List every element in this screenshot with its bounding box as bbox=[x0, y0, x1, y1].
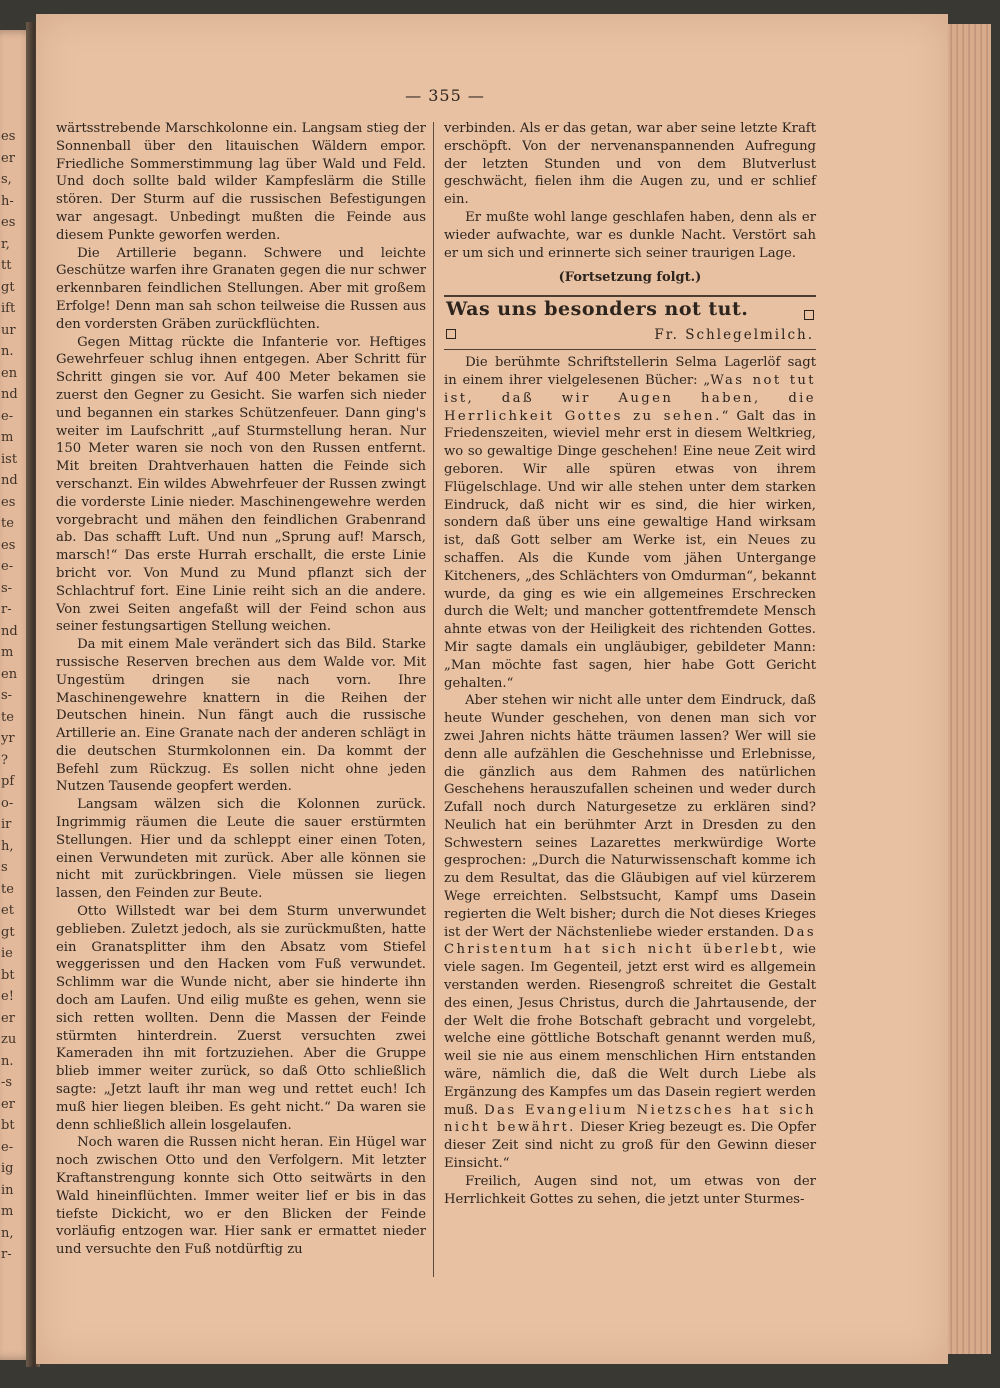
edge-text-fragment: er bbox=[1, 150, 15, 166]
article-header bbox=[444, 298, 816, 327]
text-run: “ Galt das in Friedenszeiten, wieviel mehr erst in diesem Weltkrieg, wo so gewaltige Dinge geschehen! Eine neue Zeit wird geboren. Wir alle spüren etwas von ihrem Flügelschlage. Und wir alle stehen unter dem starken Eindruck, daß nicht wir es sind, die hier wirken, sondern daß über uns eine gewaltige Hand wirksam ist, daß Gott selber am Werke ist, ein Neues zu schaffen. Als die Kunde vom jähen Untergange Kitcheners, „des Schlächters von Omdurman“, bekannt wurde, da ging es wie ein allgemeines Erschrecken durch die Welt; und mancher gottentfremdete Mensch ahnte etwas von der Heiligkeit des richtenden Gottes. Mir sagte damals ein ungläubiger, gebildeter Mann: „Man möchte fast sagen, hier habe Gott Gericht gehalten.“ bbox=[444, 408, 816, 691]
edge-text-fragment: te bbox=[1, 516, 14, 531]
paragraph: Er mußte wohl lange geschlafen haben, denn als er wieder aufwachte, war es dunkle Nacht. Verstört sah er um sich und erinnerte sich seiner traurigen Lage. bbox=[444, 209, 816, 261]
edge-text-fragment: e- bbox=[1, 559, 14, 574]
edge-text-fragment: ? bbox=[1, 752, 8, 768]
paragraph bbox=[444, 354, 816, 692]
edge-text-fragment: er bbox=[1, 1096, 15, 1112]
paragraph: Da mit einem Male verändert sich das Bild. Starke russische Reserven brechen aus dem Walde vor. Mit Ungestüm dringen sie nach vorn. Ihre Maschinengewehre knattern in die Reihen der Deutschen hinein. Nun fängt auch die russische Artillerie an. Eine Granate nach der anderen schlägt in die deutschen Sturmkolonnen ein. Da kommt der Befehl zum Rückzug. Es sollen nicht ohne jeden Nutzen Tausende geopfert werden. bbox=[56, 637, 426, 795]
article-author: Fr. Schlegelmilch. bbox=[654, 327, 814, 344]
text-run: wie viele sagen. Im Gegenteil, jetzt erst wird es allgemein verstanden werden. Riesengroß schreitet die Gestalt des einen, Jesus Christus, durch die Jahrtausende, der der Welt die frohe Botschaft gebracht und vorgelebt, welche eine göttliche Botschaft genannt werden muß, weil sie nie aus einem menschlichen Hirn entstanden wäre, nämlich die, daß die Welt durch Liebe als Ergänzung des Kampfes um das Dasein regiert werden muß. bbox=[444, 942, 816, 1118]
edge-text-fragment: en bbox=[1, 365, 18, 381]
edge-text-fragment: zu bbox=[1, 1032, 17, 1047]
edge-text-fragment: h- bbox=[1, 193, 14, 209]
paragraph: Gegen Mittag rückte die Infanterie vor. Heftiges Gewehrfeuer schlug ihnen entgegen. Aber Schritt für Schritt gingen sie vor. Auf 400 Meter bekamen sie zuerst den Gegner zu Gesicht. Sie warfen sich nieder und begannen ein starkes Schützenfeuer. Dann ging's weiter im Laufschritt „auf Sturmstellung heran. Nur 150 Meter waren sie noch von den Russen entfernt. Mit breiten Drahtverhauen hatten die Feinde sich verschanzt. Ein wildes Abwehrfeuer der Russen zwingt die vorderste Linie nieder. Maschinengewehre werden vorgebracht und mähen den feindlichen Grabenrand ab. Das schafft Luft. Und nun „Sprung auf! Marsch, marsch!“ Das erste Hurrah erschallt, die erste Linie bricht vor. Von Mund zu Mund pflanzt sich der Schlachtruf fort. Eine Linie reiht sich an die andere. Von zwei Seiten angefaßt will der Feind schon aus seiner festungsartigen Stellung weichen. bbox=[56, 334, 426, 635]
paragraph: verbinden. Als er das getan, war aber seine letzte Kraft erschöpft. Von der nervenanspannenden Aufregung der letzten Stunden und von dem Blutverlust geschwächt, fielen ihm die Augen zu, und er schlief ein. bbox=[444, 121, 816, 208]
edge-text-fragment: ist bbox=[1, 451, 18, 467]
paragraph: Langsam wälzen sich die Kolonnen zurück. Ingrimmig räumen die Leute die sauer erstürmten Stellungen. Hier und da schleppt einer einen Toten, einen Verwundeten mit zurück. Aber alle können sie nicht mit zurückbringen. Viele müssen sie liegen lassen, den Feinden zur Beute. bbox=[56, 797, 426, 902]
edge-text-fragment: r- bbox=[1, 602, 12, 617]
edge-text-fragment: m bbox=[1, 1204, 14, 1219]
edge-text-fragment: e- bbox=[1, 1139, 14, 1155]
column-rule bbox=[433, 122, 434, 1277]
left-column bbox=[56, 120, 426, 1259]
byline-row bbox=[444, 327, 816, 349]
emphasized-text: Das Evangelium Nietzsches hat sich nicht bewährt. bbox=[444, 1102, 816, 1136]
edge-text-fragment: ur bbox=[1, 322, 16, 338]
paragraph bbox=[444, 692, 816, 1173]
edge-text-fragment: r, bbox=[1, 236, 10, 252]
edge-text-fragment: bt bbox=[1, 1118, 15, 1133]
edge-text-fragment: m bbox=[1, 430, 14, 445]
text-run: Dieser Krieg bezeugt es. Die Opfer dieser Zeit sind nicht zu groß für den Gewinn dieser Einsicht.“ bbox=[444, 1120, 816, 1172]
edge-text-fragment: nd bbox=[1, 473, 18, 488]
edge-text-fragment: s- bbox=[1, 580, 13, 596]
edge-text-fragment: s, bbox=[1, 172, 12, 187]
edge-text-fragment: n, bbox=[1, 1225, 14, 1241]
edge-text-fragment: es bbox=[1, 494, 16, 510]
edge-text-fragment: pf bbox=[1, 774, 15, 789]
edge-text-fragment: ie bbox=[1, 946, 13, 961]
edge-text-fragment: er bbox=[1, 1010, 15, 1026]
edge-text-fragment: h, bbox=[1, 838, 14, 854]
edge-text-fragment: ift bbox=[1, 301, 16, 316]
edge-text-fragment: nd bbox=[1, 387, 18, 402]
text-run: Die berühmte Schriftstellerin Selma Lagerlöf sagt in einem ihrer vielgelesenen Bücher: „ bbox=[444, 355, 816, 388]
edge-text-fragment: e- bbox=[1, 408, 14, 424]
text-run: Aber stehen wir nicht alle unter dem Eindruck, daß heute Wunder geschehen, von denen man sich vor zwei Jahren nichts hätte träumen lassen? Wer will sie denn alle aufzählen die Geschehnisse und Erlebnisse, die gänzlich aus dem Rahmen des natürlichen Geschehens herauszufallen scheinen und weder durch Zufall noch durch Naturgesetze zu erklären sind? Neulich hat ein berühmter Arzt in Dresden zu den Schwestern seines Lazarettes merkwürdige Worte gesprochen: „Durch die Naturwissenschaft komme ich zu dem Resultat, das die Gläubigen auf viel kürzerem Wege erreichten. Selbstsucht, Kampf ums Dasein regierten die Welt bisher; durch die Not dieses Krieges ist der Wert der Nächstenliebe wieder erstanden. bbox=[444, 693, 816, 940]
square-ornament-icon bbox=[804, 310, 814, 320]
edge-text-fragment: es bbox=[1, 129, 16, 144]
edge-text-fragment: o- bbox=[1, 795, 14, 811]
edge-text-fragment: gt bbox=[1, 279, 15, 295]
edge-text-fragment: ig bbox=[1, 1161, 14, 1176]
edge-text-fragment: n. bbox=[1, 344, 14, 359]
article-title: Was uns besonders not tut. bbox=[446, 298, 749, 321]
edge-text-fragment: bt bbox=[1, 967, 15, 983]
square-ornament-icon bbox=[446, 329, 456, 339]
edge-text-fragment: es bbox=[1, 537, 16, 553]
edge-text-fragment: m bbox=[1, 645, 14, 660]
continued-note: (Fortsetzung folgt.) bbox=[558, 270, 702, 286]
edge-text-fragment: yr bbox=[1, 731, 15, 746]
edge-text-fragment: te bbox=[1, 881, 14, 897]
edge-text-fragment: te bbox=[1, 709, 14, 725]
edge-text-fragment: es bbox=[1, 215, 16, 230]
edge-text-fragment: -s bbox=[1, 1075, 13, 1090]
edge-text-fragment: ir bbox=[1, 817, 12, 832]
edge-text-fragment: e! bbox=[1, 989, 14, 1004]
edge-text-fragment: nd bbox=[1, 623, 18, 639]
edge-text-fragment: s- bbox=[1, 688, 13, 703]
paragraph: Freilich, Augen sind not, um etwas von der Herrlichkeit Gottes zu sehen, die jetzt unter Sturmes- bbox=[444, 1173, 816, 1207]
edge-text-fragment: en bbox=[1, 666, 18, 682]
edge-text-fragment: et bbox=[1, 903, 14, 918]
paragraph: Die Artillerie begann. Schwere und leichte Geschütze warfen ihre Granaten gegen die nur schwer erkennbaren feindlichen Stellungen. Aber mit großem Erfolge! Denn man sah schon teilweise die Russen aus den vordersten Gräben zurückflüchten. bbox=[56, 245, 426, 332]
right-column bbox=[444, 120, 816, 1208]
paragraph: wärtsstrebende Marschkolonne ein. Langsam stieg der Sonnenball über den litauischen Wäldern empor. Friedliche Sommerstimmung lag über Wald und Feld. Und doch sollte bald wilder Kampfeslärm die Stille stören. Der Sturm auf die russischen Befestigungen war angesagt. Unbedingt mußten die Feinde aus diesem Punkte geworfen werden. bbox=[56, 121, 426, 243]
paragraph: Otto Willstedt war bei dem Sturm unverwundet geblieben. Zuletzt jedoch, als sie zurückmußten, hatte ein Granatsplitter ihm den Absatz vom Stiefel weggerissen und den Hacken vom Fuß verwundet. Schlimm war die Wunde nicht, aber sie hinderte ihn doch am Laufen. Und eilig mußte es gehen, wenn sie sich retten wollten. Denn die Massen der Feinde stürmten hinterdrein. Zuerst versuchten zwei Kameraden ihn mit fortzuziehen. Aber die Gruppe blieb immer weiter zurück, so daß Otto schließlich sagte: „Jetzt lauft ihr man weg und rettet euch! Ich muß hier liegen bleiben. Es geht nicht.“ Da waren sie denn schließlich allein losgelaufen. bbox=[56, 904, 426, 1133]
edge-text-fragment: gt bbox=[1, 924, 15, 940]
article-divider bbox=[444, 349, 816, 350]
edge-text-fragment: tt bbox=[1, 258, 12, 273]
edge-text-fragment: r- bbox=[1, 1247, 12, 1262]
edge-text-fragment: n. bbox=[1, 1053, 14, 1069]
edge-text-fragment: in bbox=[1, 1182, 14, 1198]
edge-text-fragment: s bbox=[1, 860, 8, 875]
emphasized-text: Das Christentum hat sich nicht überlebt, bbox=[444, 924, 816, 958]
emphasized-text: Was not tut ist, daß wir Augen haben, die Herrlichkeit Gottes zu sehen. bbox=[444, 372, 816, 424]
page-number: — 355 — bbox=[405, 86, 485, 105]
article-divider bbox=[444, 295, 816, 297]
paragraph: Noch waren die Russen nicht heran. Ein Hügel war noch zwischen Otto und den Verfolgern. Mit letzter Kraftanstrengung konnte sich Otto seitwärts in den Wald hineinflüchten. Immer weiter lief er bis in das tiefste Dickicht, wo er den Blicken der Feinde vorläufig entzogen war. Hier sank er ermattet nieder und versuchte den Fuß notdürftig zu bbox=[56, 1135, 426, 1258]
